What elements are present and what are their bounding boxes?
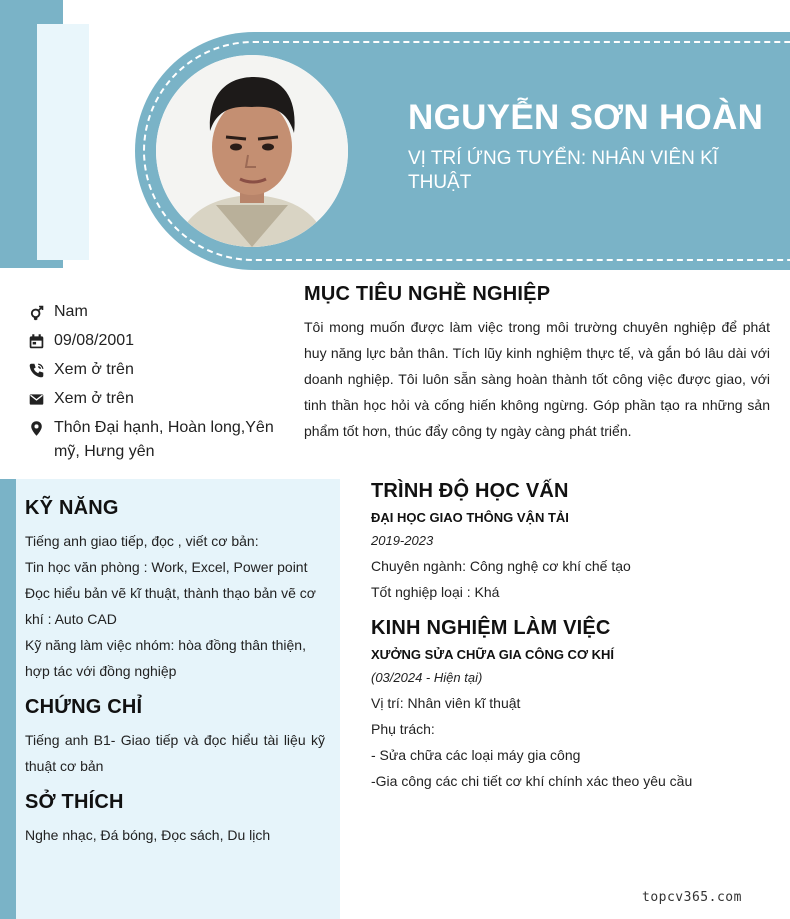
personal-info: [28, 300, 288, 469]
education-major: Chuyên ngành: Công nghệ cơ khí chế tạo: [371, 558, 631, 574]
calendar-icon: [28, 329, 54, 353]
certificates-section: [25, 696, 325, 779]
certificates-title: CHỨNG CHỈ: [25, 696, 143, 718]
profile-photo-illustration: [156, 55, 348, 247]
objective-text: Tôi mong muốn được làm việc trong môi trường chuyên nghiệp để phát huy năng lực bản thân. Tích lũy kinh nghiệm thực tế, và gắn bó lâu dài với doanh nghiệp. Tôi luôn sẵn sàng hoàn thành tốt công việc được giao, với tinh thần học hỏi và cống hiến không ngừng. Góp phần tạo ra những sản phẩm tốt hơn, thúc đẩy công ty ngày càng phát triển.: [304, 319, 770, 439]
experience-duty: -Gia công các chi tiết cơ khí chính xác theo yêu cầu: [371, 773, 693, 789]
objective-section: [304, 283, 770, 444]
watermark: topcv365.com: [642, 890, 742, 905]
experience-title: KINH NGHIỆM LÀM VIỆC: [371, 617, 611, 639]
left-panel-strip: [0, 479, 16, 919]
experience-period: (03/2024 - Hiện tại): [371, 670, 483, 685]
certificate-text: Tiếng anh B1- Giao tiếp và đọc hiểu tài liệu kỹ thuật cơ bản: [25, 732, 325, 774]
info-phone: [28, 358, 288, 382]
objective-title: MỤC TIÊU NGHỀ NGHIỆP: [304, 283, 551, 305]
skill-item: Tin học văn phòng : Work, Excel, Power point: [25, 559, 308, 575]
gender-icon: [28, 300, 54, 324]
info-email: [28, 387, 288, 411]
applied-position: VỊ TRÍ ỨNG TUYỂN: NHÂN VIÊN KĨ THUẬT: [408, 148, 719, 193]
right-column: [371, 480, 771, 794]
hobbies-section: [25, 791, 325, 848]
gender-value: Nam: [54, 303, 88, 320]
hobbies-title: SỞ THÍCH: [25, 791, 124, 813]
left-column: [25, 497, 325, 860]
decor-light-block: [37, 24, 89, 260]
birthdate-value: 09/08/2001: [54, 332, 135, 349]
experience-duties-label: Phụ trách:: [371, 721, 435, 737]
location-icon: [28, 416, 54, 440]
candidate-name: NGUYỄN SƠN HOÀN: [408, 98, 764, 137]
school-name: ĐẠI HỌC GIAO THÔNG VẬN TẢI: [371, 510, 569, 525]
skills-section: [25, 497, 325, 684]
skills-title: KỸ NĂNG: [25, 497, 119, 519]
info-gender: [28, 300, 288, 324]
profile-photo: [156, 55, 348, 247]
education-grade: Tốt nghiệp loại : Khá: [371, 584, 500, 600]
phone-value: Xem ở trên: [54, 361, 134, 378]
email-icon: [28, 387, 54, 411]
skill-item: Kỹ năng làm việc nhóm: hòa đồng thân thiện, hợp tác với đồng nghiệp: [25, 637, 306, 679]
experience-section: [371, 617, 771, 794]
education-period: 2019-2023: [371, 533, 434, 548]
company-name: XƯỞNG SỬA CHỮA GIA CÔNG CƠ KHÍ: [371, 647, 615, 662]
info-address: [28, 416, 288, 464]
address-value: Thôn Đại hạnh, Hoàn long,Yên mỹ, Hưng yên: [54, 419, 274, 460]
experience-duty: - Sửa chữa các loại máy gia công: [371, 747, 581, 763]
email-value: Xem ở trên: [54, 390, 134, 407]
experience-role: Vị trí: Nhân viên kĩ thuật: [371, 695, 521, 711]
education-section: [371, 480, 771, 605]
phone-icon: [28, 358, 54, 382]
skill-item: Tiếng anh giao tiếp, đọc , viết cơ bản:: [25, 533, 259, 549]
skill-item: Đọc hiểu bản vẽ kĩ thuật, thành thạo bản vẽ cơ khí : Auto CAD: [25, 585, 316, 627]
education-title: TRÌNH ĐỘ HỌC VẤN: [371, 480, 569, 502]
info-birthdate: [28, 329, 288, 353]
hobbies-text: Nghe nhạc, Đá bóng, Đọc sách, Du lịch: [25, 827, 271, 843]
